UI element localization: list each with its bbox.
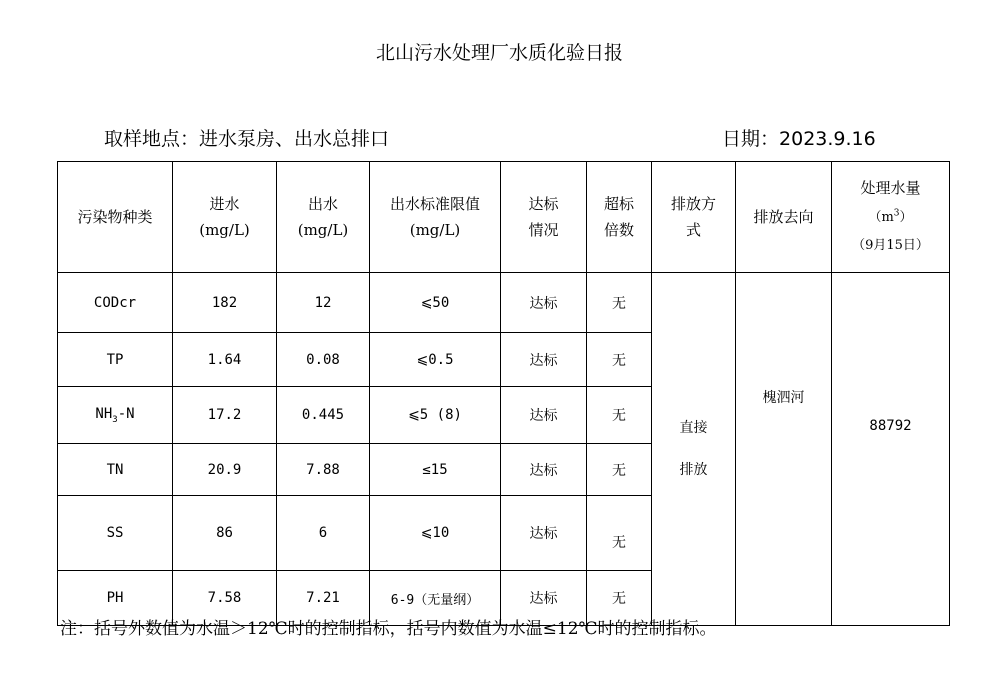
header-outlet: 出水 (mg/L) xyxy=(277,162,370,273)
sampling-location xyxy=(104,124,389,151)
cell-status: 达标 xyxy=(501,333,587,387)
header-compliance: 达标 情况 xyxy=(501,162,587,273)
cell-pollutant: CODcr xyxy=(58,273,173,333)
cell-status: 达标 xyxy=(501,571,587,626)
cell-limit: ⩽10 xyxy=(370,496,501,571)
cell-exceed: 无 xyxy=(587,571,652,626)
cell-limit: 6-9（无量纲） xyxy=(370,571,501,626)
cell-limit: ⩽50 xyxy=(370,273,501,333)
cell-exceed: 无 xyxy=(587,496,652,571)
header-discharge-mode: 排放方 式 xyxy=(652,162,736,273)
cell-outlet: 6 xyxy=(277,496,370,571)
cell-pollutant: TN xyxy=(58,444,173,496)
cell-exceed: 无 xyxy=(587,273,652,333)
header-inlet: 进水 (mg/L) xyxy=(173,162,277,273)
cell-discharge-mode: 直接 排放 xyxy=(652,273,736,626)
footnote: 注：括号外数值为水温＞12℃时的控制指标，括号内数值为水温≤12℃时的控制指标。 xyxy=(60,619,717,639)
cell-exceed: 无 xyxy=(587,387,652,444)
cell-status: 达标 xyxy=(501,496,587,571)
cell-status: 达标 xyxy=(501,444,587,496)
report-date-label: 日期： xyxy=(722,128,780,150)
cell-outlet: 0.445 xyxy=(277,387,370,444)
header-discharge-destination: 排放去向 xyxy=(736,162,832,273)
cell-status: 达标 xyxy=(501,273,587,333)
cell-inlet: 86 xyxy=(173,496,277,571)
cell-inlet: 7.58 xyxy=(173,571,277,626)
sampling-location-value: 进水泵房、出水总排口 xyxy=(199,128,390,150)
cell-inlet: 17.2 xyxy=(173,387,277,444)
header-limit: 出水标准限值 (mg/L) xyxy=(370,162,501,273)
cell-inlet: 1.64 xyxy=(173,333,277,387)
report-date xyxy=(722,124,876,151)
cell-pollutant: SS xyxy=(58,496,173,571)
report-date-value: 2023.9.16 xyxy=(779,128,876,150)
table-row xyxy=(58,273,950,333)
report-title: 北山污水处理厂水质化验日报 xyxy=(375,42,623,64)
cell-outlet: 12 xyxy=(277,273,370,333)
cell-exceed: 无 xyxy=(587,444,652,496)
header-treated-volume: 处理水量 $(m^3)$ （9月15日） xyxy=(832,162,950,273)
cell-limit: ⩽5 (8) xyxy=(370,387,501,444)
cell-outlet: 0.08 xyxy=(277,333,370,387)
cell-outlet: 7.21 xyxy=(277,571,370,626)
cell-pollutant: TP xyxy=(58,333,173,387)
cell-inlet: 20.9 xyxy=(173,444,277,496)
cell-limit: ⩽0.5 xyxy=(370,333,501,387)
cell-status: 达标 xyxy=(501,387,587,444)
table-header-row xyxy=(58,162,950,273)
header-pollutant: 污染物种类 xyxy=(58,162,173,273)
water-quality-table xyxy=(57,161,950,626)
cell-discharge-destination: 槐泗河 xyxy=(736,273,832,626)
cell-treated-volume: 88792 xyxy=(832,273,950,626)
cell-exceed: 无 xyxy=(587,333,652,387)
cell-pollutant: PH xyxy=(58,571,173,626)
header-exceed: 超标 倍数 xyxy=(587,162,652,273)
cell-outlet: 7.88 xyxy=(277,444,370,496)
cell-inlet: 182 xyxy=(173,273,277,333)
cell-pollutant: $NH_3-N$ xyxy=(58,387,173,444)
cell-limit: ≤15 xyxy=(370,444,501,496)
sampling-location-label: 取样地点： xyxy=(104,128,200,150)
